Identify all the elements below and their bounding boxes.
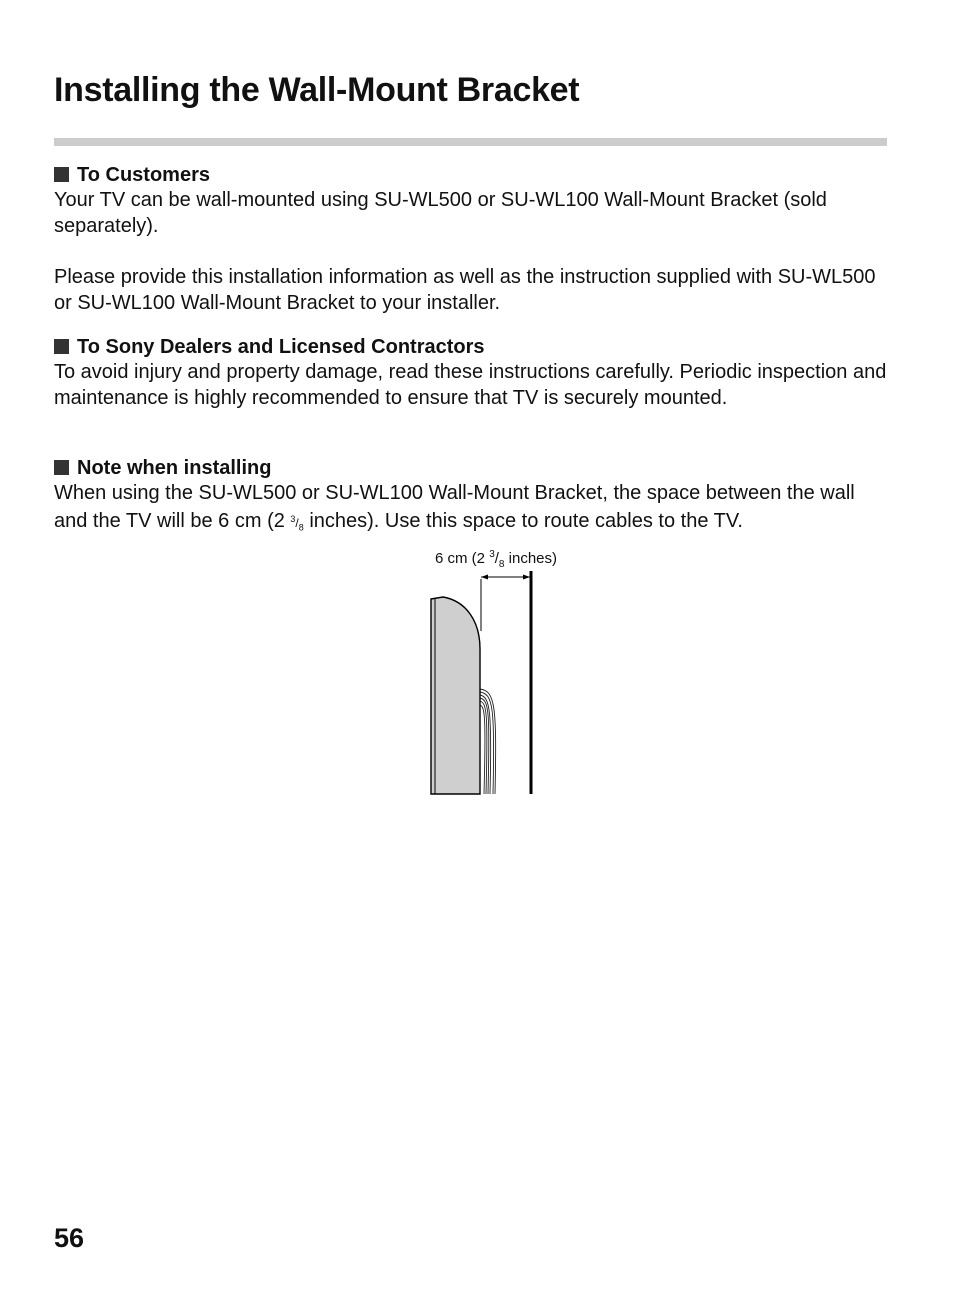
section-heading-dealers [54, 335, 485, 360]
dimension-arrow-left-icon [481, 575, 488, 580]
wall-mount-side-view-diagram [420, 565, 550, 797]
paragraph-dealers: To avoid injury and property damage, read these instructions carefully. Periodic inspection and maintenance is highly recommended to ensure that TV is securely mounted. [54, 361, 887, 409]
note-text-after: inches). Use this space to route cables to the TV. [303, 509, 743, 532]
label-after: inches) [504, 550, 558, 567]
fraction-numerator: 3 [290, 513, 296, 524]
paragraph-customers-2: Please provide this installation information as well as the instruction supplied with SU-WL500 or SU-WL100 Wall-Mount Bracket to your installer. [54, 266, 876, 314]
paragraph-customers-1: Your TV can be wall-mounted using SU-WL500 or SU-WL100 Wall-Mount Bracket (sold separately). [54, 189, 827, 237]
page-number: 56 [54, 1223, 85, 1253]
label-before: 6 cm (2 [435, 550, 490, 567]
note-text-before: When using the SU-WL500 or SU-WL100 Wall-Mount Bracket, the space between the wall and the TV will be 6 cm (2 [54, 482, 855, 532]
fraction: $^3/_8$ [290, 513, 304, 532]
section-heading-customers [54, 163, 210, 188]
section-heading-text: To Customers [77, 164, 210, 186]
label-numerator: 3 [489, 549, 495, 560]
fraction-denominator: 8 [298, 521, 304, 532]
section-heading-text: To Sony Dealers and Licensed Contractors [77, 336, 485, 358]
paragraph-note [54, 481, 889, 540]
title-divider [54, 138, 887, 146]
section-heading-text: Note when installing [77, 457, 272, 479]
cables-bundle [480, 689, 496, 794]
section-heading-note [54, 456, 271, 481]
square-bullet-icon [54, 167, 69, 182]
page-title: Installing the Wall-Mount Bracket [54, 71, 580, 109]
dimension-arrow-right-icon [523, 575, 530, 580]
square-bullet-icon [54, 339, 69, 354]
figure-dimension-label: 6 cm (2 $^3/_8$ inches) [435, 549, 558, 570]
tv-side-profile [431, 597, 480, 794]
label-denominator: 8 [498, 559, 505, 570]
square-bullet-icon [54, 460, 69, 475]
